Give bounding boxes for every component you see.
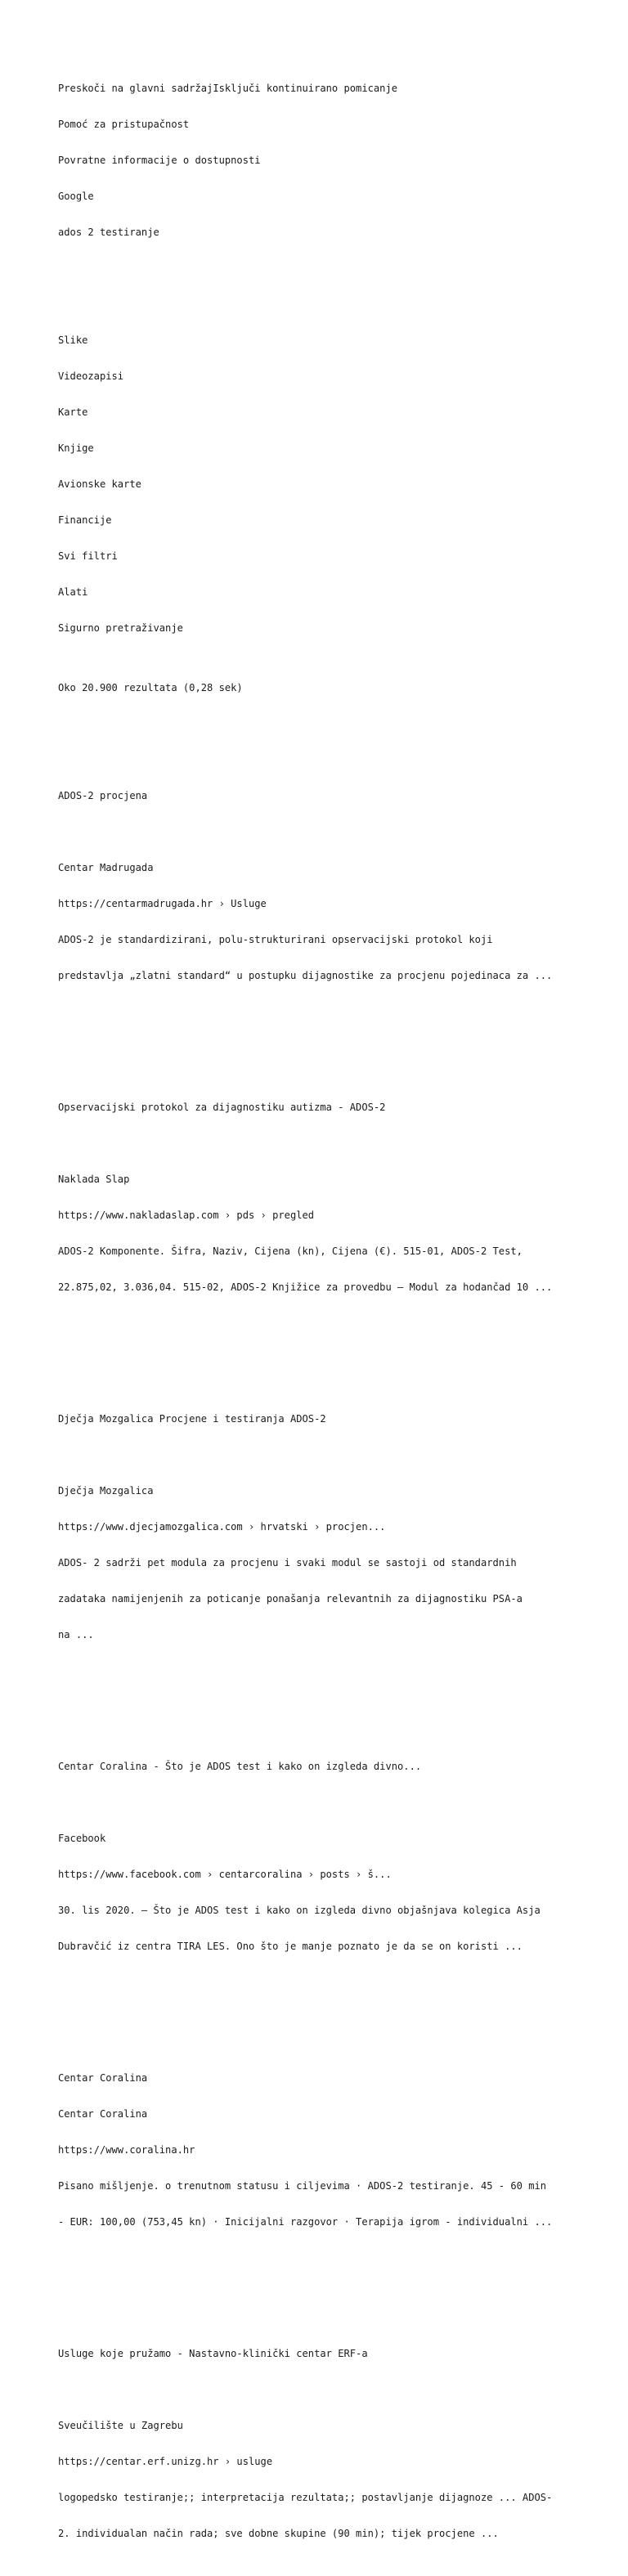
result-source: Naklada Slap xyxy=(58,1173,130,1185)
spacer xyxy=(58,826,590,838)
result-snippet-line: - EUR: 100,00 (753,45 kn) · Inicijalni razgovor · Terapija igrom - individualni ... xyxy=(58,2215,553,2228)
result-snippet-line: ADOS-2 je standardizirani, polu-strukturirani opservacijski protokol koji xyxy=(58,933,493,945)
search-tabs xyxy=(58,311,590,658)
result-source: Dječja Mozgalica xyxy=(58,1484,154,1497)
result-url[interactable]: https://centarmadrugada.hr › Usluge xyxy=(58,897,267,909)
tools-button[interactable]: Alati xyxy=(58,586,88,598)
search-result xyxy=(58,2324,590,2564)
tab-books[interactable]: Knjige xyxy=(58,442,94,454)
search-result xyxy=(58,1737,590,1977)
result-title[interactable]: Dječja Mozgalica Procjene i testiranja ADOS-2 xyxy=(58,1413,326,1425)
spacer xyxy=(58,263,590,275)
result-title[interactable]: Centar Coralina xyxy=(58,2072,148,2085)
skip-links-row xyxy=(58,83,590,95)
result-stats: Oko 20.900 rezultata (0,28 sek) xyxy=(58,682,243,694)
spacer xyxy=(58,2000,590,2013)
spacer xyxy=(58,1449,590,1461)
spacer xyxy=(58,1689,590,1701)
result-snippet-line: ADOS-2 Komponente. Šifra, Naziv, Cijena (kn), Cijena (€). 515-01, ADOS-2 Test, xyxy=(58,1245,523,1257)
skip-to-main-link[interactable]: Preskoči na glavni sadržaj xyxy=(58,83,213,95)
accessibility-help-link[interactable]: Pomoć za pristupačnost xyxy=(58,119,190,131)
result-snippet-line: Dubravčić iz centra TIRA LES. Ono što je manje poznato je da se on koristi ... xyxy=(58,1940,523,1952)
spacer xyxy=(58,1341,590,1353)
result-snippet-line: zadataka namijenjenih za poticanje ponašanja relevantnih za dijagnostiku PSA-a xyxy=(58,1592,523,1604)
search-result xyxy=(58,1078,590,1317)
spacer xyxy=(58,2384,590,2396)
result-title[interactable]: Opservacijski protokol za dijagnostiku autizma - ADOS-2 xyxy=(58,1102,386,1114)
result-snippet-line: 22.875,02, 3.036,04. 515-02, ADOS-2 Knjižice za provedbu – Modul za hodančad 10 ... xyxy=(58,1281,553,1293)
spacer xyxy=(58,1138,590,1150)
spacer xyxy=(58,2276,590,2288)
result-source: Sveučilište u Zagrebu xyxy=(58,2420,183,2432)
result-snippet-line: ADOS- 2 sadrži pet modula za procjenu i svaki modul se sastoji od standardnih xyxy=(58,1556,517,1568)
spacer xyxy=(58,718,590,730)
google-logo[interactable]: Google xyxy=(58,191,94,203)
search-input[interactable]: ados 2 testiranje xyxy=(58,227,159,239)
result-source: Facebook xyxy=(58,1832,106,1844)
tab-images[interactable]: Slike xyxy=(58,334,88,347)
result-source: Centar Madrugada xyxy=(58,861,154,873)
result-url[interactable]: https://www.nakladaslap.com › pds › pregled xyxy=(58,1209,315,1221)
result-snippet-line: na ... xyxy=(58,1628,94,1640)
tab-videos[interactable]: Videozapisi xyxy=(58,370,124,383)
result-url[interactable]: https://centar.erf.unizg.hr › usluge xyxy=(58,2456,273,2468)
result-snippet-line: 30. lis 2020. — Što je ADOS test i kako on izgleda divno objašnjava kolegica Asja xyxy=(58,1904,541,1916)
result-url[interactable]: https://www.coralina.hr xyxy=(58,2144,195,2156)
safe-search-button[interactable]: Sigurno pretraživanje xyxy=(58,622,183,634)
search-result xyxy=(58,1389,590,1665)
result-snippet-line: logopedsko testiranje;; interpretacija rezultata;; postavljanje dijagnoze ... ADOS- xyxy=(58,2492,553,2504)
all-filters-button[interactable]: Svi filtri xyxy=(58,550,118,562)
tab-maps[interactable]: Karte xyxy=(58,406,88,419)
search-result xyxy=(58,766,590,1006)
search-results-page xyxy=(58,59,590,2576)
result-title[interactable]: Usluge koje pružamo - Nastavno-klinički centar ERF-a xyxy=(58,2348,368,2360)
search-result xyxy=(58,2049,590,2252)
result-url[interactable]: https://www.djecjamozgalica.com › hrvatski › procjen... xyxy=(58,1520,386,1533)
result-snippet-line: predstavlja „zlatni standard“ u postupku dijagnostike za procjenu pojedinaca za ... xyxy=(58,969,553,981)
spacer xyxy=(58,1797,590,1809)
disable-continuous-scroll-link[interactable]: Isključi kontinuirano pomicanje xyxy=(213,83,398,95)
spacer xyxy=(58,1030,590,1042)
result-snippet-line: Pisano mišljenje. o trenutnom statusu i ciljevima · ADOS-2 testiranje. 45 - 60 min xyxy=(58,2180,547,2192)
result-title[interactable]: Centar Coralina - Što je ADOS test i kako on izgleda divno... xyxy=(58,1761,422,1773)
tab-flights[interactable]: Avionske karte xyxy=(58,478,141,490)
result-title[interactable]: ADOS-2 procjena xyxy=(58,790,148,801)
tab-finance[interactable]: Financije xyxy=(58,514,112,526)
result-source: Centar Coralina xyxy=(58,2108,148,2120)
accessibility-feedback-link[interactable]: Povratne informacije o dostupnosti xyxy=(58,155,261,167)
result-url[interactable]: https://www.facebook.com › centarcoralina › posts › š... xyxy=(58,1868,392,1880)
result-snippet-line: 2. individualan način rada; sve dobne skupine (90 min); tijek procjene ... xyxy=(58,2528,499,2539)
